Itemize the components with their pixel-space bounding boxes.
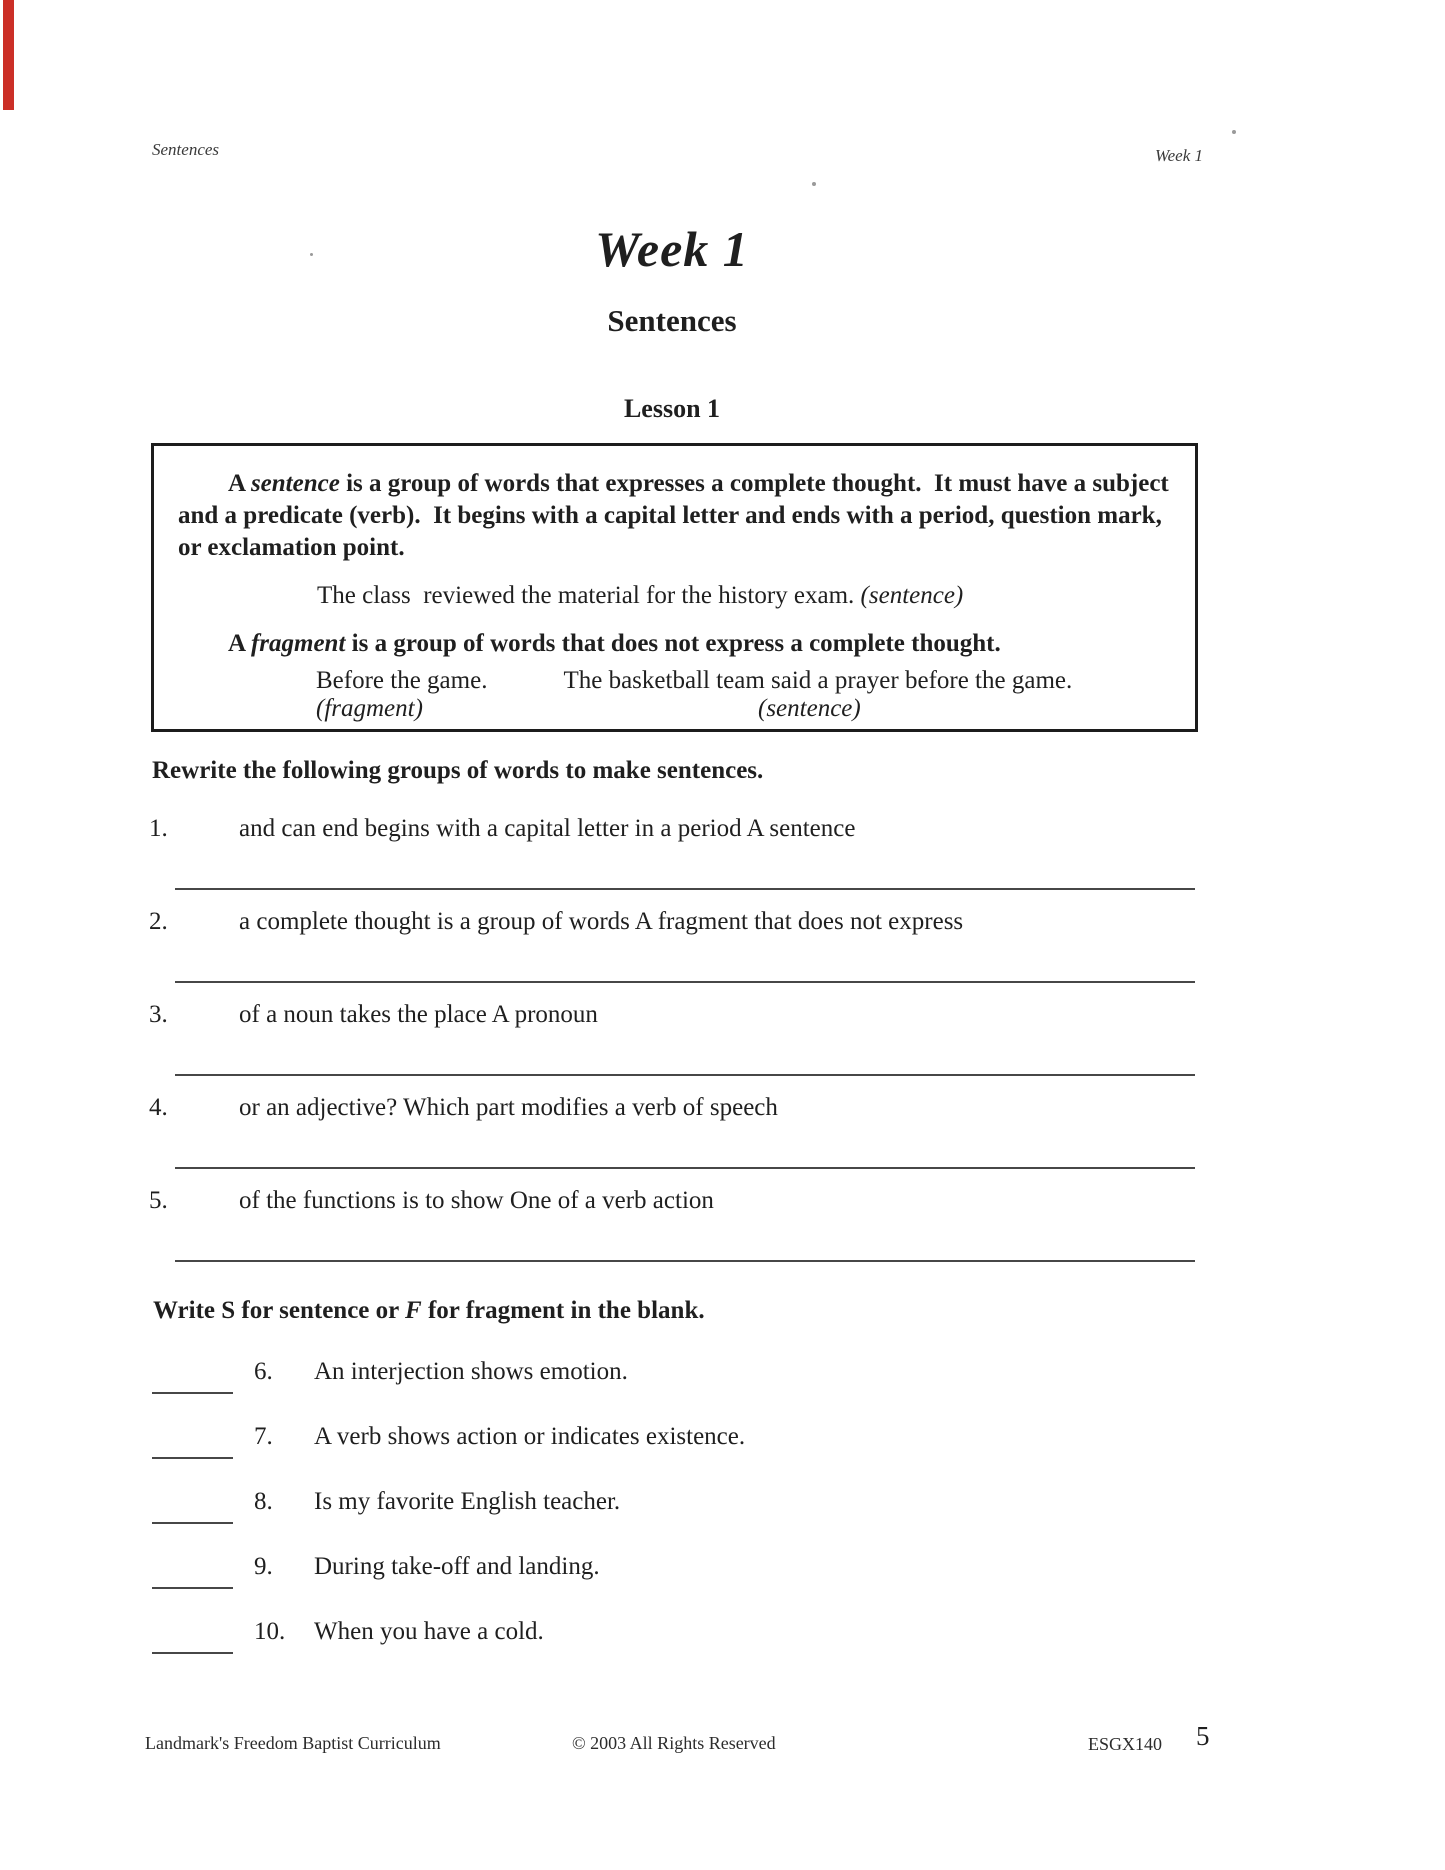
- question-number: 7.: [254, 1423, 273, 1450]
- running-header-left: Sentences: [152, 140, 220, 159]
- answer-line: [175, 888, 1195, 890]
- answer-line: [175, 1260, 1195, 1262]
- blank-line: [152, 1522, 233, 1524]
- question-text: An interjection shows emotion.: [314, 1358, 628, 1385]
- question-text: or an adjective? Which part modifies a verb of speech: [239, 1094, 778, 1121]
- scan-speck: [310, 253, 313, 256]
- question-number: 1.: [149, 815, 168, 842]
- question-text: and can end begins with a capital letter in a period A sentence: [239, 815, 856, 842]
- question-number: 8.: [254, 1488, 273, 1515]
- footer-copyright: © 2003 All Rights Reserved: [572, 1733, 776, 1753]
- sentence-example: [317, 582, 963, 610]
- question-text: When you have a cold.: [314, 1618, 544, 1645]
- footer-course-code: ESGX140: [1088, 1734, 1163, 1754]
- question-text: a complete thought is a group of words A fragment that does not express: [239, 908, 964, 935]
- scan-artifact-red-bar: [3, 0, 14, 110]
- blank-line: [152, 1457, 233, 1459]
- blank-line: [152, 1392, 233, 1394]
- question-text: Is my favorite English teacher.: [314, 1488, 621, 1515]
- heading-text: Write S for sentence or: [153, 1297, 406, 1324]
- answer-line: [175, 1074, 1195, 1076]
- page-title: Week 1: [595, 221, 749, 277]
- running-header-right: Week 1: [1155, 146, 1203, 165]
- sentence-example-text: The basketball team said a prayer before the game.: [563, 667, 1073, 694]
- definition-text: is a group of words that expresses a complete thought. It must have a subject and a predicate (verb). It begins with a capital letter and ends with a period, question mark, or exclamation point.: [178, 470, 1175, 561]
- question-text: of the functions is to show One of a verb action: [239, 1187, 714, 1214]
- heading-italic-f: F: [405, 1297, 422, 1324]
- term-sentence: sentence: [250, 470, 340, 497]
- example-label: (sentence): [860, 582, 964, 609]
- question-number: 6.: [254, 1358, 273, 1385]
- lesson-heading: Lesson 1: [623, 394, 721, 423]
- question-number: 10.: [254, 1618, 286, 1645]
- section1-heading: Rewrite the following groups of words to make sentences.: [152, 757, 764, 784]
- footer-publisher: Landmark's Freedom Baptist Curriculum: [145, 1733, 441, 1753]
- page-subtitle: Sentences: [607, 303, 737, 338]
- question-number: 4.: [149, 1094, 168, 1121]
- blank-line: [152, 1587, 233, 1589]
- term-fragment: fragment: [250, 630, 346, 657]
- question-number: 2.: [149, 908, 168, 935]
- heading-text: for fragment in the blank.: [421, 1297, 705, 1324]
- question-text: of a noun takes the place A pronoun: [239, 1001, 598, 1028]
- fragment-example: [316, 667, 1072, 695]
- question-text: A verb shows action or indicates existence.: [314, 1423, 746, 1450]
- blank-line: [152, 1652, 233, 1654]
- sentence-label: (sentence): [758, 695, 861, 722]
- footer-page-number: 5: [1196, 1721, 1210, 1751]
- example-text: The class reviewed the material for the history exam.: [317, 582, 861, 609]
- section2-heading: [153, 1297, 705, 1325]
- scan-speck: [812, 182, 816, 186]
- question-number: 5.: [149, 1187, 168, 1214]
- fragment-label: (fragment): [316, 695, 423, 722]
- definition-text: is a group of words that does not express a complete thought.: [345, 630, 1001, 657]
- answer-line: [175, 1167, 1195, 1169]
- sentence-definition: [178, 468, 1183, 564]
- question-number: 3.: [149, 1001, 168, 1028]
- scan-speck: [1232, 130, 1236, 134]
- question-text: During take-off and landing.: [314, 1553, 600, 1580]
- fragment-definition: [228, 628, 1001, 660]
- answer-line: [175, 981, 1195, 983]
- question-number: 9.: [254, 1553, 273, 1580]
- definition-text: A: [228, 470, 251, 497]
- definition-text: A: [228, 630, 251, 657]
- fragment-example-text: Before the game.: [316, 667, 488, 694]
- definition-box: [151, 443, 1198, 732]
